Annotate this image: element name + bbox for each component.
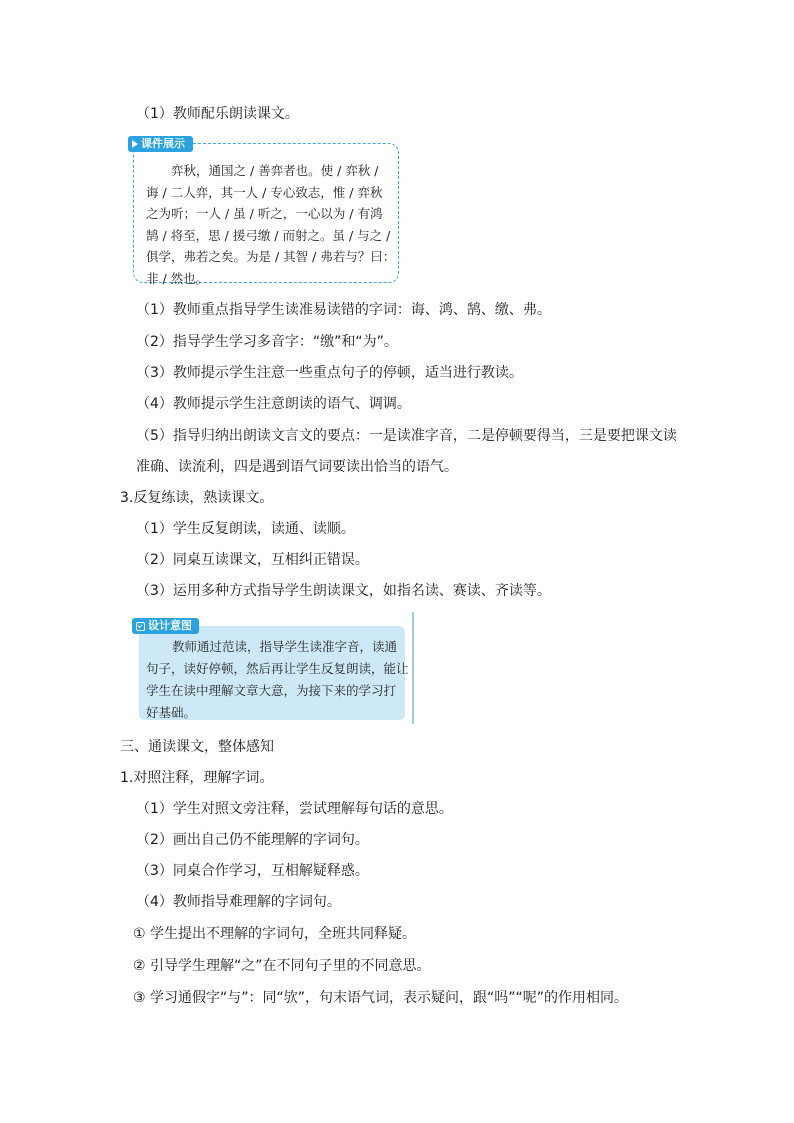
- part3-item: （3）同桌合作学习，互相解疑释惑。: [136, 863, 369, 879]
- part3-heading: 三、通读课文，整体感知: [120, 739, 274, 755]
- design-line: 好基础。: [146, 705, 197, 720]
- guidance-item: （2）指导学生学习多音字：“缴”和“为”。: [136, 334, 398, 350]
- courseware-tag-label: 课件展示: [141, 137, 185, 150]
- part3-subheading: 1.对照注释，理解字词。: [120, 770, 274, 786]
- intro-line: （1）教师配乐朗读课文。: [136, 106, 299, 122]
- design-text: [146, 636, 409, 724]
- circled-item: ② 引导学生理解“之”在不同句子里的不同意思。: [133, 958, 431, 974]
- guidance-item: （4）教师提示学生注意朗读的语气、调调。: [136, 396, 411, 412]
- guidance-item: （1）教师重点指导学生读准易读错的字词：诲、鸿、鹄、缴、弗。: [136, 302, 551, 318]
- design-divider: [412, 612, 414, 724]
- circled-item: ① 学生提出不理解的字词句，全班共同释疑。: [133, 926, 416, 942]
- courseware-line: 鹄 / 将至，思 / 援弓缴 / 而射之。虽 / 与之 /: [146, 227, 391, 243]
- part3-item: （4）教师指导难理解的字词句。: [136, 894, 341, 910]
- courseware-line: 俱学，弗若之矣。为是 / 其智 / 弗若与？曰：: [146, 249, 396, 264]
- section3-item: （3）运用多种方式指导学生朗读课文，如指名读、赛读、齐读等。: [136, 583, 551, 599]
- courseware-line: 之为听；一人 / 虽 / 听之，一心以为 / 有鸿: [146, 206, 383, 221]
- part3-item: （2）画出自己仍不能理解的字词句。: [136, 832, 369, 848]
- courseware-line: 诲 / 二人弈，其一人 / 专心致志，惟 / 弈秋: [146, 184, 383, 200]
- section3-item: （2）同桌互读课文，互相纠正错误。: [136, 552, 369, 568]
- design-line: 学生在读中理解文章大意，为接下来的学习打: [146, 683, 397, 698]
- courseware-tag: [128, 136, 193, 152]
- design-tag-label: 设计意图: [148, 619, 192, 632]
- checklist-icon: [136, 622, 145, 631]
- guidance-item: （3）教师提示学生注意一些重点句子的停顿，适当进行教读。: [136, 365, 523, 381]
- courseware-line: 弈秋，通国之 / 善弈者也。使 / 弈秋 /: [171, 163, 379, 178]
- design-line: 教师通过范读，指导学生读准字音，读通: [172, 639, 398, 654]
- circled-item: ③ 学习通假字“与”：同“欤”，句末语气词，表示疑问，跟“吗”“呢”的作用相同。: [133, 990, 629, 1006]
- courseware-text: [146, 160, 396, 289]
- design-line: 句子，读好停顿，然后再让学生反复朗读，能让: [146, 661, 409, 676]
- guidance-item: （5）指导归纳出朗读文言文的要点：一是读准字音，二是停顿要得当，三是要把课文读: [136, 428, 677, 444]
- guidance-item: 准确、读流利，四是遇到语气词要读出恰当的语气。: [136, 459, 458, 475]
- play-icon: [132, 140, 138, 148]
- section3-item: （1）学生反复朗读，读通、读顺。: [136, 521, 355, 537]
- design-tag: [132, 618, 199, 634]
- section3-title: 3.反复练读，熟读课文。: [120, 490, 274, 506]
- courseware-line: 非 / 然也。: [146, 270, 209, 286]
- part3-item: （1）学生对照文旁注释，尝试理解每句话的意思。: [136, 801, 453, 817]
